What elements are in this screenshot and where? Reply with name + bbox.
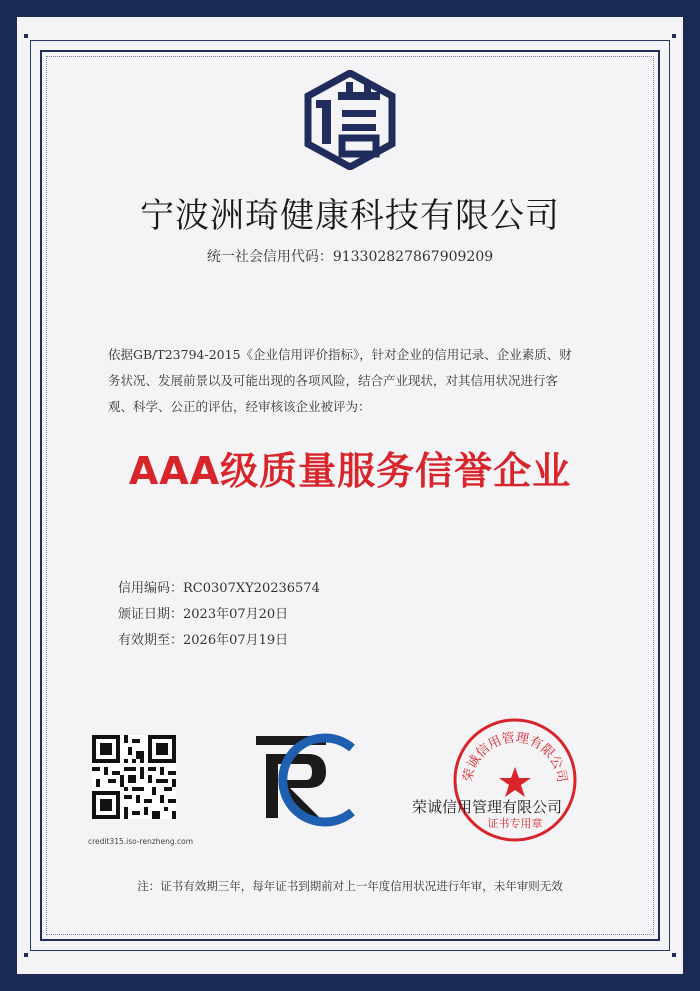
issuer-name: 荣诚信用管理有限公司 (412, 798, 563, 816)
credit-code-line (0, 246, 700, 266)
issue-date-label: 颁证日期： (118, 607, 184, 622)
corner-ornament (24, 953, 28, 957)
xin-character-hexagon-icon (302, 70, 398, 170)
seal-bottom-text: 证书专用章 (487, 817, 543, 830)
cert-number-label: 信用编码： (118, 581, 184, 596)
cert-number-value: RC0307XY20236574 (183, 581, 320, 596)
company-name: 宁波洲琦健康科技有限公司 (140, 196, 560, 236)
certificate-info (118, 576, 320, 654)
qr-code-icon[interactable] (92, 735, 176, 819)
seal-top-text: 荣诚信用管理有限公司 (460, 730, 570, 784)
issue-date-row (118, 602, 320, 628)
corner-ornament (672, 34, 676, 38)
cert-number-row (118, 576, 320, 602)
issue-date-value: 2023年07月20日 (183, 607, 289, 622)
valid-date-value: 2026年07月19日 (183, 633, 289, 648)
validity-note: 注：证书有效期三年，每年证书到期前对上一年度信用状况进行年审，未年审则无效 (137, 879, 563, 893)
credit-code-label: 统一社会信用代码： (206, 249, 333, 265)
award-title: AAA级质量服务信誉企业 (128, 449, 572, 493)
credit-code-value: 91330282786790920​9 (332, 249, 494, 265)
statement-line: 务状况、发展前景以及可能出现的各项风险，结合产业现状，对其信用状况进行客 (108, 373, 559, 388)
statement-line: 观、科学、公正的评估，经审核该企业被评为： (108, 399, 371, 414)
statement-line: 依据GB/T23794-2015《企业信用评价指标》，针对企业的信用记录、企业素质、财 (108, 347, 572, 362)
valid-date-label: 有效期至： (118, 633, 184, 648)
qr-url: credit315.iso-renzheng.com (88, 837, 194, 846)
valid-date-row (118, 628, 320, 654)
certification-statement (108, 342, 608, 420)
corner-ornament (672, 953, 676, 957)
company-seal-icon (450, 715, 580, 845)
corner-ornament (24, 34, 28, 38)
rc-logo-icon (250, 730, 360, 830)
